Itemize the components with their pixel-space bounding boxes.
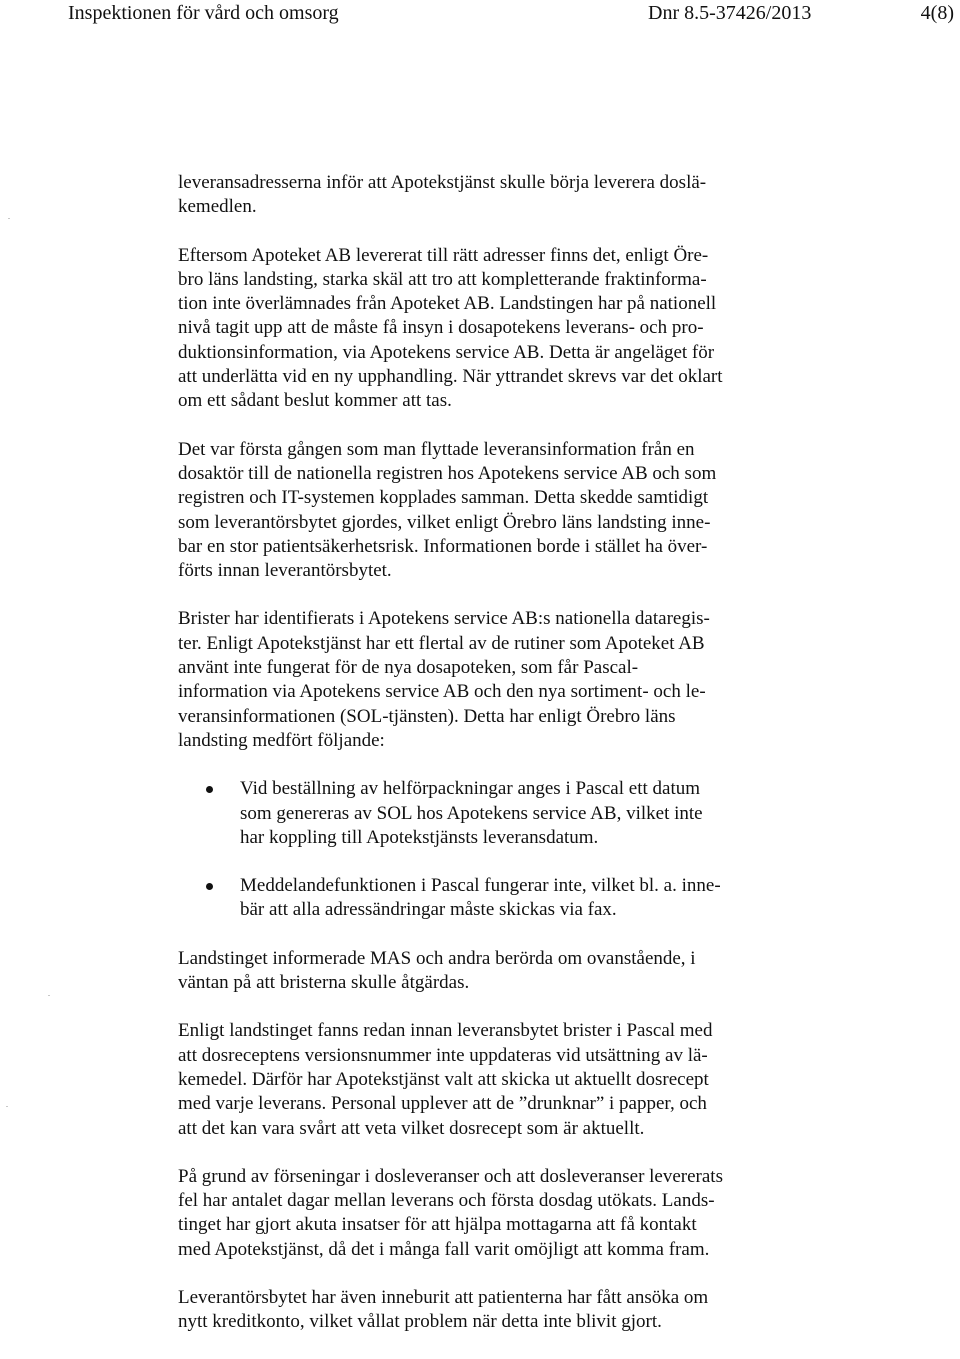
text-line: väntan på att bristerna skulle åtgärdas. — [178, 972, 470, 994]
scan-speck — [6, 1106, 8, 1107]
text-line: att dosreceptens versionsnummer inte uppdateras vid utsättning av lä- — [178, 1044, 708, 1066]
text-line: nivå tagit upp att de måste få insyn i dosapotekens leverans- och pro- — [178, 317, 704, 339]
text-line: information via Apotekens service AB och den nya sortiment- och le- — [178, 681, 706, 703]
paragraph-5 — [178, 947, 798, 996]
header-case-number: Dnr 8.5-37426/2013 — [648, 2, 812, 24]
text-line: tion inte överlämnades från Apoteket AB. Landstingen har på nationell — [178, 293, 717, 315]
text-line: med Apotekstjänst, då det i många fall varit omöjligt att komma fram. — [178, 1238, 710, 1260]
text-line: registren och IT-systemen kopplades samman. Detta skedde samtidigt — [178, 487, 709, 509]
text-line: förts innan leverantörsbytet. — [178, 560, 392, 582]
text-line: som genereras av SOL hos Apotekens service AB, vilket inte — [240, 802, 703, 824]
text-line: nytt kreditkonto, vilket vållat problem när detta inte blivit gjort. — [178, 1311, 662, 1333]
text-line: använt inte fungerat för de nya dosapoteken, som får Pascal- — [178, 657, 639, 679]
text-line: med varje leverans. Personal upplever att de ”drunknar” i papper, och — [178, 1093, 707, 1115]
text-line: kemedlen. — [178, 196, 257, 218]
header-agency-name: Inspektionen för vård och omsorg — [68, 2, 339, 24]
text-line: om ett sådant beslut kommer att tas. — [178, 390, 452, 412]
text-line: Landstinget informerade MAS och andra berörda om ovanstående, i — [178, 947, 696, 969]
list-item — [178, 777, 798, 850]
text-line: att det kan vara svårt att veta vilket dosrecept som är aktuellt. — [178, 1117, 645, 1139]
paragraph-1 — [178, 171, 798, 220]
paragraph-3 — [178, 438, 798, 584]
list-item — [178, 874, 798, 923]
text-line: ter. Enligt Apotekstjänst har ett flertal av de rutiner som Apoteket AB — [178, 632, 705, 654]
text-line: fel har antalet dagar mellan leverans och första dosdag utökats. Lands- — [178, 1190, 715, 1212]
text-line: veransinformationen (SOL-tjänsten). Detta har enligt Örebro läns — [178, 705, 676, 727]
scan-speck — [48, 995, 50, 996]
paragraph-6 — [178, 1019, 798, 1140]
paragraph-8 — [178, 1286, 798, 1335]
text-line: landsting medfört följande: — [178, 729, 385, 751]
text-line: Leverantörsbytet har även inneburit att patienterna har fått ansöka om — [178, 1286, 709, 1308]
document-body — [178, 171, 798, 1359]
bullet-icon — [206, 883, 213, 890]
paragraph-4 — [178, 607, 798, 753]
text-line: bär att alla adressändringar måste skickas via fax. — [240, 899, 617, 921]
header-page-number: 4(8) — [920, 2, 954, 24]
text-line: Eftersom Apoteket AB levererat till rätt adresser finns det, enligt Öre- — [178, 244, 709, 266]
text-line: Enligt landstinget fanns redan innan leveransbytet brister i Pascal med — [178, 1020, 713, 1042]
bullet-list — [178, 777, 798, 922]
text-line: som leverantörsbytet gjordes, vilket enligt Örebro läns landsting inne- — [178, 511, 711, 533]
text-line: kemedel. Därför har Apotekstjänst valt att skicka ut aktuellt dosrecept — [178, 1068, 709, 1090]
text-line: Vid beställning av helförpackningar anges i Pascal ett datum — [240, 778, 700, 800]
text-line: Brister har identifierats i Apotekens service AB:s nationella dataregis- — [178, 608, 710, 630]
text-line: har koppling till Apotekstjänsts leveransdatum. — [240, 826, 599, 848]
paragraph-7 — [178, 1165, 798, 1262]
text-line: bar en stor patientsäkerhetsrisk. Informationen borde i stället ha över- — [178, 535, 708, 557]
paragraph-2 — [178, 244, 798, 414]
text-line: tinget har gjort akuta insatser för att hjälpa mottagarna att få kontakt — [178, 1214, 697, 1236]
text-line: Det var första gången som man flyttade leveransinformation från en — [178, 438, 695, 460]
text-line: att underlätta vid en ny upphandling. När yttrandet skrevs var det oklart — [178, 366, 723, 388]
text-line: dosaktör till de nationella registren hos Apotekens service AB och som — [178, 462, 717, 484]
text-line: Meddelandefunktionen i Pascal fungerar inte, vilket bl. a. inne- — [240, 875, 721, 897]
text-line: duktionsinformation, via Apotekens service AB. Detta är angeläget för — [178, 341, 715, 363]
text-line: På grund av förseningar i dosleveranser och att dosleveranser levererats — [178, 1165, 723, 1187]
scan-speck — [8, 218, 10, 219]
text-line: bro läns landsting, starka skäl att tro att kompletterande fraktinforma- — [178, 268, 707, 290]
text-line: leveransadresserna inför att Apotekstjänst skulle börja leverera doslä- — [178, 172, 707, 193]
bullet-icon — [206, 786, 213, 793]
page-header — [0, 0, 960, 30]
